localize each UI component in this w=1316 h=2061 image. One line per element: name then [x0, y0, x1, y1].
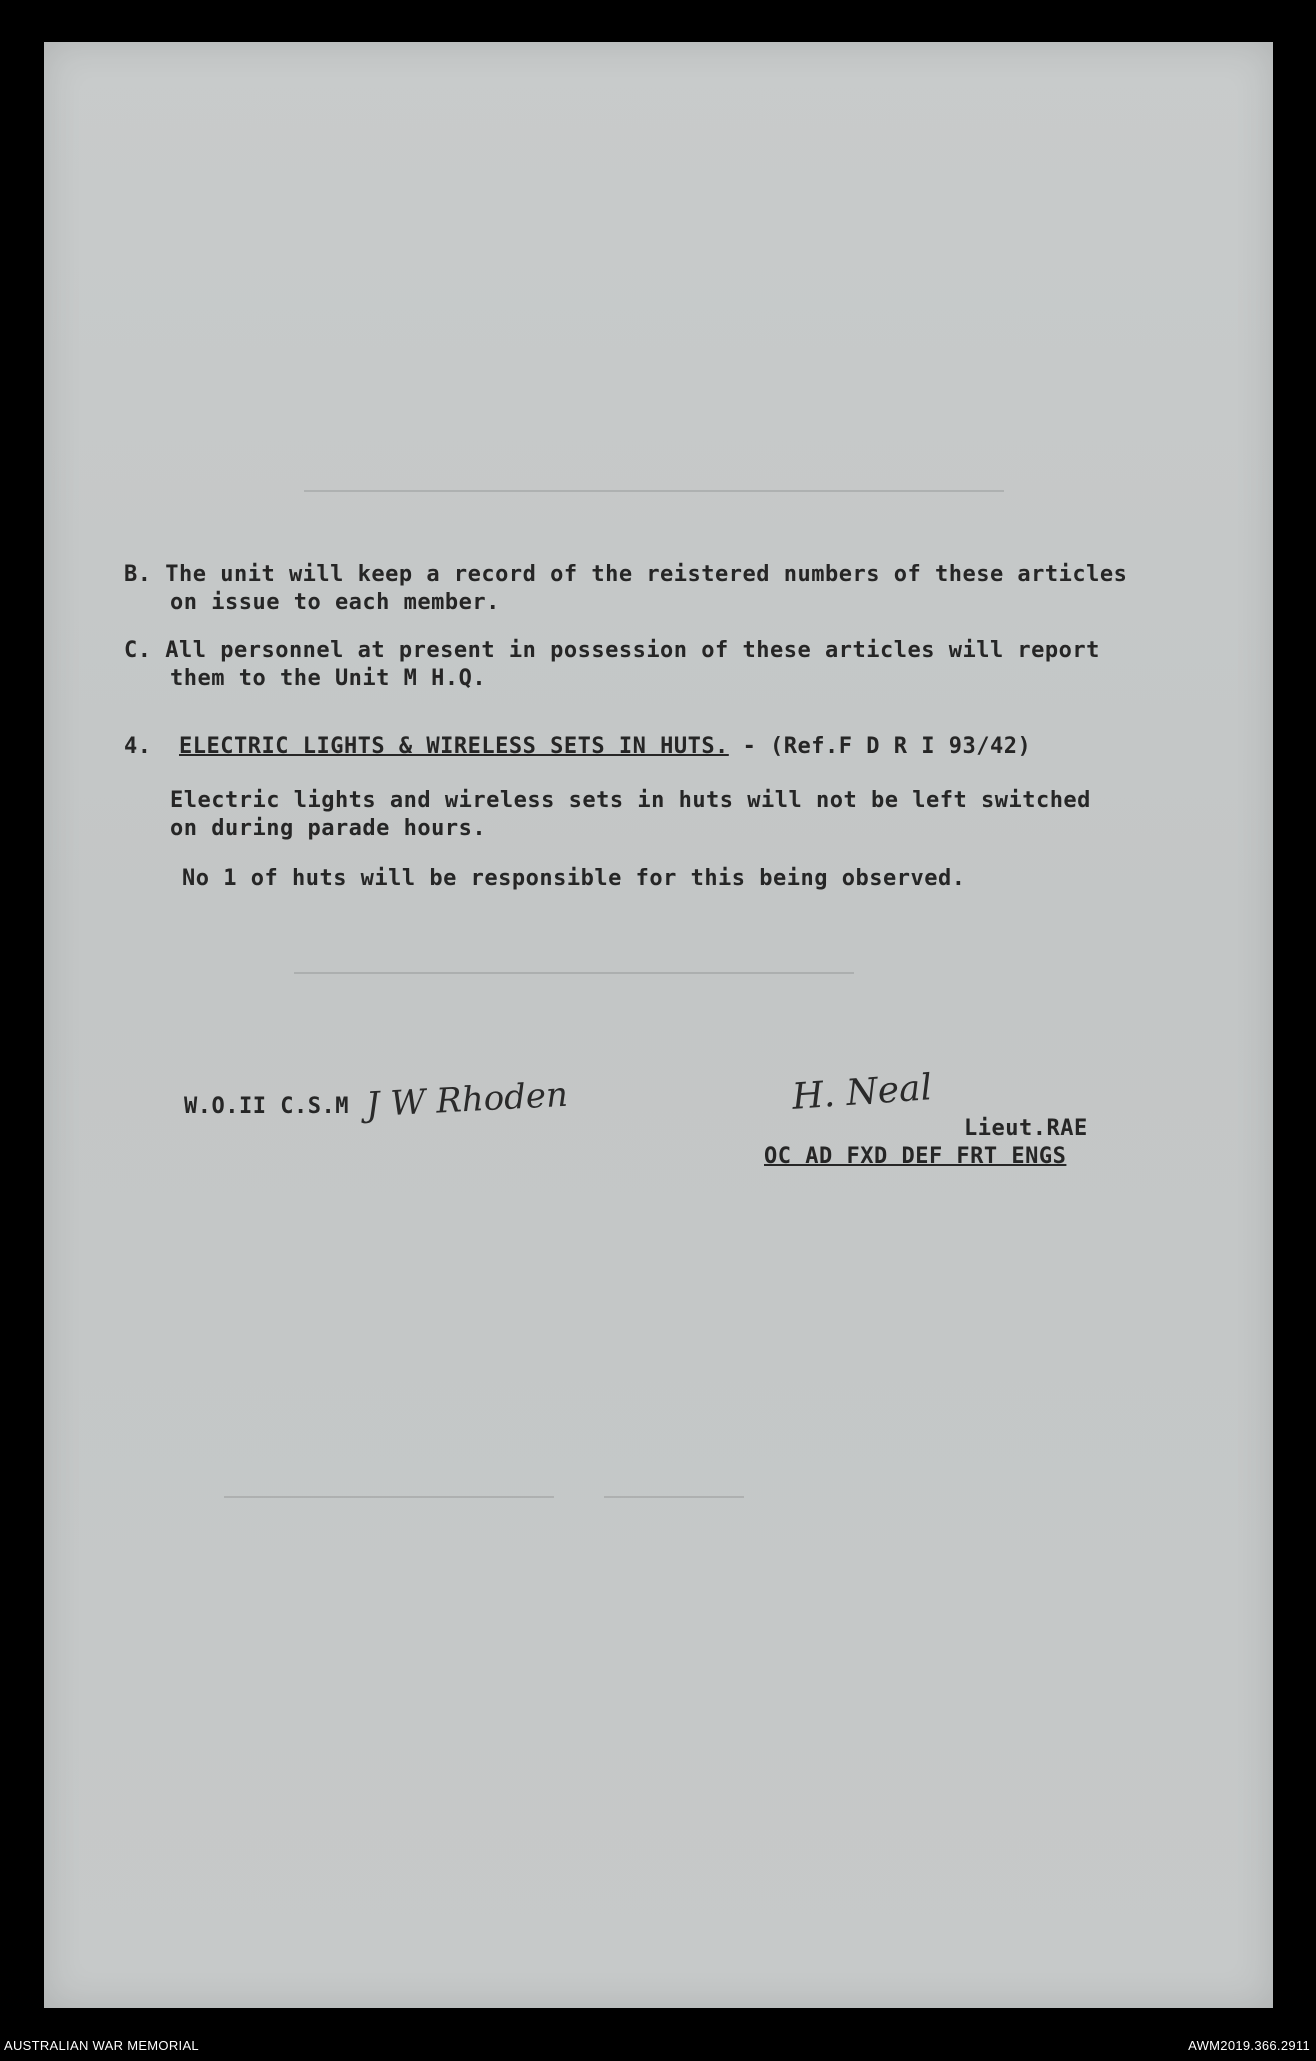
right-signatory-rank: Lieut.RAE	[964, 1116, 1088, 1141]
right-signature: H. Neal	[790, 1067, 934, 1118]
section-4-heading-row	[124, 732, 1031, 762]
ghost-rule	[604, 1496, 744, 1498]
document-page	[44, 42, 1273, 2008]
item-b-line-2: on issue to each member.	[170, 590, 500, 615]
ghost-rule	[294, 972, 854, 974]
item-c-line-2: them to the Unit M H.Q.	[170, 666, 487, 691]
ghost-rule	[304, 490, 1004, 492]
left-signatory-title: W.O.II C.S.M	[184, 1094, 349, 1119]
section-4-heading: ELECTRIC LIGHTS & WIRELESS SETS IN HUTS.	[179, 734, 729, 759]
section-4-reference: - (Ref.F D R I 93/42)	[742, 734, 1032, 759]
left-signature: J W Rhoden	[365, 1074, 569, 1126]
ghost-rule	[224, 1496, 554, 1498]
footer-collection-name: AUSTRALIAN WAR MEMORIAL	[4, 2038, 199, 2053]
section-4-line-3: No 1 of huts will be responsible for this being observed.	[182, 866, 966, 891]
section-4-line-2: on during parade hours.	[170, 816, 487, 841]
footer-accession-number: AWM2019.366.2911	[1188, 2038, 1310, 2053]
item-c-line-1: C. All personnel at present in possession of these articles will report	[124, 638, 1100, 663]
right-signatory-unit: OC AD FXD DEF FRT ENGS	[764, 1144, 1067, 1169]
item-b-line-1: B. The unit will keep a record of the reistered numbers of these articles	[124, 562, 1128, 587]
section-4-line-1: Electric lights and wireless sets in huts will not be left switched	[170, 788, 1091, 813]
section-4-number: 4.	[124, 734, 152, 759]
